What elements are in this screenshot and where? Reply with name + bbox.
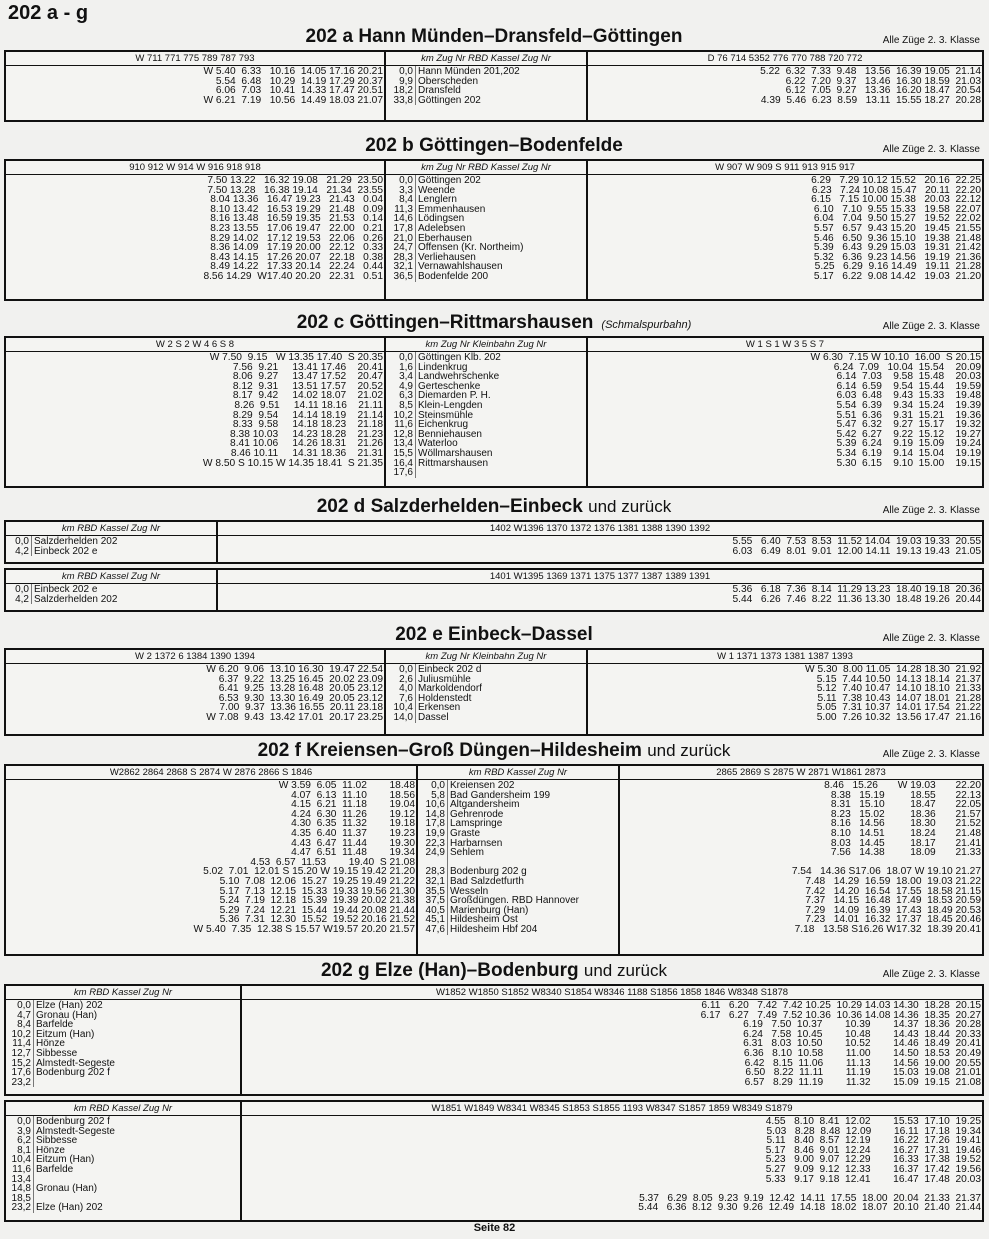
section-202g — [4, 958, 984, 1222]
route-block: km RBD Kassel Zug Nr 0,0 5,8 10,6 14,8 17,8 19,9 22,3 24,9 28,3 32,1 35,5 37,5 40,5 45,1 47,6 Kreiensen 202 Bad Gandersheim 199 Altgandersheim Gehrenrode Lamspringe Graste Harbarnsen Sehlem Bodenburg 202 g Bad Salzdetfurth Wesseln Großdüngen. RBD Hannover Marienburg (Han) Hildesheim Ost Hildesheim Hbf 204 — [418, 766, 620, 954]
timetable-block-outbound: W 711 771 775 789 787 793 W 5.40 6.33 10.16 14.05 17.16 20.21 5.54 6.48 10.29 14.19 17.29 20.37 6.06 7.03 10.41 14.33 17.47 20.51 W 6.21 7.19 10.56 14.49 18.03 21.07 — [6, 52, 386, 120]
section-202e — [4, 622, 984, 736]
timetable-block-down: 1401 W1395 1369 1371 1375 1377 1387 1389 1391 5.36 6.18 7.36 8.14 11.29 13.23 18.40 19.18 20.36 5.44 6.26 7.46 8.22 11.36 13.30 18.48 19.26 20.44 — [218, 570, 982, 610]
timetable-block-return: W 1 S 1 W 3 5 S 7 W 6.30 7.15 W 10.10 16.00 S 20.15 6.24 7.09 10.04 15.54 20.09 6.14 7.03 9.58 15.48 20.03 6.14 6.59 9.54 15.44 19.59 6.03 6.48 9.43 15.33 19.48 5.54 6.39 9.34 15.24 19.39 5.51 6.36 9.31 15.21 19.36 5.47 6.32 9.27 15.17 19.32 5.42 6.27 9.22 15.12 19.27 5.39 6.24 9.19 15.09 19.24 5.34 6.19 9.14 15.04 19.19 5.30 6.15 9.10 15.00 19.15 — [588, 338, 982, 486]
section-title: 202 d Salzderhelden–Einbeck und zurück Alle Züge 2. 3. Klasse — [316, 496, 980, 517]
station-list: Einbeck 202 d Juliusmühle Markoldendorf Holdenstedt Erkensen Dassel — [418, 664, 482, 723]
timetable-block-outbound: W2862 2864 2868 S 2874 W 2876 2866 S 1846 W 3.59 6.05 11.02 18.48 4.07 6.13 11.10 18.56 4.15 6.21 11.18 19.04 4.24 6.30 11.26 19.12 4.30 6.35 11.32 19.18 4.35 6.40 11.37 19.23 4.43 6.47 11.44 19.30 4.47 6.51 11.48 19.34 4.53 6.57 11.53 19.40 S 21.08 5.02 7.01 12.01 S 15.20 W 19.15 19.42 21.20 5.10 7.08 12.06 15.27 19.25 19.49 21.22 5.17 7.13 12.15 15.33 19.33 19.56 21.30 5.24 7.19 12.18 15.39 19.39 20.02 21.38 5.29 7.24 12.21 15.44 19.44 20.08 21.44 5.36 7.31 12.30 15.52 19.52 20.16 21.52 W 5.40 7.35 12.38 S 15.57 W19.57 20.20 21.57 — [6, 766, 418, 954]
section-202c — [4, 310, 984, 488]
section-title: 202 b Göttingen–Bodenfelde Alle Züge 2. 3. Klasse — [365, 135, 980, 156]
timetable-block-return: W 1 1371 1373 1381 1387 1393 W 5.30 8.00 11.05 14.28 18.30 21.92 5.15 7.44 10.50 14.13 18.14 21.37 5.12 7.40 10.47 14.10 18.10 21.33 5.11 7.38 10.43 14.07 18.01 21.28 5.05 7.31 10.37 14.01 17.54 21.22 5.00 7.26 10.32 13.56 17.47 21.16 — [588, 650, 982, 734]
route-block-up: km RBD Kassel Zug Nr 0,0 4,7 8,4 10,2 11,4 12,7 15,2 17,6 23,2 Elze (Han) 202 Gronau (Han) Barfelde Eitzum (Han) Hönze Sibbesse Almstedt-Segeste Bodenburg 202 f — [6, 986, 242, 1094]
section-202b — [4, 133, 984, 301]
page-footer: Seite 82 — [473, 1222, 516, 1234]
section-202f — [4, 738, 984, 956]
station-list: Hann Münden 201,202 Oberscheden Dransfeld Göttingen 202 — [418, 66, 520, 106]
route-block-up: km RBD Kassel Zug Nr 0,0 4,2 Salzderhelden 202 Einbeck 202 e — [6, 522, 218, 562]
section-title: 202 a Hann Münden–Dransfeld–Göttingen Alle Züge 2. 3. Klasse — [305, 26, 980, 47]
section-title: 202 e Einbeck–Dassel Alle Züge 2. 3. Klasse — [395, 624, 980, 645]
station-list: Göttingen 202 Weende Lenglern Emmenhausen Lödingsen Adelebsen Eberhausen Offensen (Kr. Northeim) Verliehausen Vernawahlshausen Bodenfelde 200 — [418, 175, 524, 282]
section-title: 202 g Elze (Han)–Bodenburg und zurück Alle Züge 2. 3. Klasse — [320, 960, 980, 981]
time-column: W 5.40 6.33 10.16 14.05 17.16 20.21 5.54 6.48 10.29 14.19 17.29 20.37 6.06 7.03 10.41 14.33 17.47 20.51 W 6.21 7.19 10.56 14.49 18.03 21.07 — [203, 66, 383, 106]
timetable-block-outbound: W 2 1372 6 1384 1390 1394 W 6.20 9.06 13.10 16.30 19.47 22.54 6.37 9.22 13.25 16.45 20.02 23.09 6.41 9.25 13.28 16.48 20.05 23.12 6.53 9.30 13.30 16.49 20.05 23.12 7.00 9.37 13.36 16.55 20.11 23.18 W 7.08 9.43 13.42 17.01 20.17 23.25 — [6, 650, 386, 734]
timetable-block-up: 1402 W1396 1370 1372 1376 1381 1388 1390 1392 5.55 6.40 7.53 8.53 11.52 14.04 19.03 19.33 20.55 6.03 6.49 8.01 9.01 12.00 14.11 19.13 19.43 21.05 — [218, 522, 982, 562]
route-block: km Zug Nr RBD Kassel Zug Nr 0,0 9,9 18,2 33,8 Hann Münden 201,202 Oberscheden Dransfeld Göttingen 202 — [386, 52, 588, 120]
timetable-block-down: W1851 W1849 W8341 W8345 S1853 S1855 1193 W8347 S1857 1859 W8349 S1879 4.55 8.10 8.41 12.02 15.53 17.10 19.25 5.03 8.28 8.48 12.09 16.11 17.18 19.34 5.11 8.40 8.57 12.19 16.22 17.26 19.41 5.17 8.46 9.01 12.24 16.27 17.31 19.46 5.23 9.00 9.07 12.29 16.33 17.38 19.52 5.27 9.09 9.12 12.33 16.37 17.42 19.56 5.33 9.17 9.18 12.41 16.47 17.48 20.03 5.37 6.29 8.05 9.23 9.19 12.42 14.11 17.55 18.00 20.04 21.33 21.37 5.44 6.36 8.12 9.30 9.26 12.49 14.18 18.02 18.07 20.10 21.40 21.44 — [242, 1102, 982, 1220]
section-title: 202 c Göttingen–Rittmarshausen (Schmalspurbahn) Alle Züge 2. 3. Klasse — [296, 312, 980, 333]
timetable-block-outbound: W 2 S 2 W 4 6 S 8 W 7.50 9.15 W 13.35 17.40 S 20.35 7.56 9.21 13.41 17.46 20.41 8.06 9.27 13.47 17.52 20.47 8.12 9.31 13.51 17.57 20.52 8.17 9.42 14.02 18.07 21.02 8.26 9.51 14.11 18.16 21.11 8.29 9.54 14.14 18.19 21.14 8.33 9.58 14.18 18.23 21.18 8.38 10.03 14.23 18.28 21.23 8.41 10.06 14.26 18.31 21.26 8.46 10.11 14.31 18.36 21.31 W 8.50 S 10.15 W 14.35 18.41 S 21.35 — [6, 338, 386, 486]
timetable-block-outbound: 910 912 W 914 W 916 918 918 7.50 13.22 16.32 19.08 21.29 23.50 7.50 13.28 16.38 19.14 21.34 23.55 8.04 13.36 16.47 19.23 21.43 0.04 8.10 13.42 16.53 19.29 21.48 0.09 8.16 13.48 16.59 19.35 21.53 0.14 8.23 13.55 17.06 19.47 22.00 0.21 8.29 14.02 17.12 19.53 22.06 0.26 8.36 14.09 17.19 20.00 22.12 0.33 8.43 14.15 17.26 20.07 22.18 0.38 8.49 14.22 17.33 20.14 22.24 0.44 8.56 14.29 W17.40 20.20 22.31 0.51 — [6, 161, 386, 299]
route-block-down: km RBD Kassel Zug Nr 0,0 3,9 6,2 8,1 10,4 11,6 13,4 14,8 18,5 23,2 Bodenburg 202 f Almstedt-Segeste Sibbesse Hönze Eitzum (Han) Barfelde Gronau (Han) Elze (Han) 202 — [6, 1102, 242, 1220]
route-block: km Zug Nr Kleinbahn Zug Nr 0,0 1,6 3,4 4,9 6,3 8,5 10,2 11,6 12,8 13,4 15,5 16,4 17,6 Göttingen Klb. 202 Lindenkrug Landwehrschenke Gerteschenke Diemarden P. H. Klein-Lengden Steinsmühle Eichenkrug Benniehausen Waterloo Wöllmarshausen Rittmarshausen — [386, 338, 588, 486]
route-block: km Zug Nr RBD Kassel Zug Nr 0,0 3,3 8,4 11,3 14,6 17,8 21,0 24,7 28,3 32,1 36,5 Göttingen 202 Weende Lenglern Emmenhausen Lödingsen Adelebsen Eberhausen Offensen (Kr. Northeim) Verliehausen Vernawahlshausen Bodenfelde 200 — [386, 161, 588, 299]
route-block-down: km RBD Kassel Zug Nr 0,0 4,2 Einbeck 202 e Salzderhelden 202 — [6, 570, 218, 610]
station-list: Kreiensen 202 Bad Gandersheim 199 Altgandersheim Gehrenrode Lamspringe Graste Harbarnsen Sehlem Bodenburg 202 g Bad Salzdetfurth Wesseln Großdüngen. RBD Hannover Marienburg (Han) Hildesheim Ost Hildesheim Hbf 204 — [450, 780, 579, 935]
time-column: 5.22 6.32 7.33 9.48 13.56 16.39 19.05 21.14 6.22 7.20 9.37 13.46 16.30 18.59 21.03 6.12 7.05 9.27 13.36 16.20 18.47 20.54 4.39 5.46 6.23 8.59 13.11 15.55 18.27 20.28 — [760, 66, 981, 106]
timetable-block-return: D 76 714 5352 776 770 788 720 772 5.22 6.32 7.33 9.48 13.56 16.39 19.05 21.14 6.22 7.20 9.37 13.46 16.30 18.59 21.03 6.12 7.05 9.27 13.36 16.20 18.47 20.54 4.39 5.46 6.23 8.59 13.11 15.55 18.27 20.28 — [588, 52, 982, 120]
section-202d — [4, 494, 984, 612]
page-header: 202 a - g — [8, 2, 89, 24]
station-list: Göttingen Klb. 202 Lindenkrug Landwehrschenke Gerteschenke Diemarden P. H. Klein-Lengden Steinsmühle Eichenkrug Benniehausen Waterloo Wöllmarshausen Rittmarshausen — [418, 352, 501, 469]
timetable-block-return: W 907 W 909 S 911 913 915 917 6.29 7.29 10.12 15.52 20.16 22.25 6.23 7.24 10.08 15.47 20.11 22.20 6.15 7.15 10.00 15.38 20.03 22.12 6.10 7.10 9.55 15.33 19.58 22.07 6.04 7.04 9.50 15.27 19.52 22.02 5.57 6.57 9.43 15.20 19.45 21.55 5.46 6.50 9.36 15.10 19.38 21.48 5.39 6.43 9.29 15.03 19.31 21.42 5.32 6.36 9.23 14.56 19.19 21.36 5.25 6.29 9.16 14.49 19.11 21.28 5.17 6.22 9.08 14.42 19.03 21.20 — [588, 161, 982, 299]
timetable-block-up: W1852 W1850 S1852 W8340 S1854 W8346 1188 S1856 1858 1846 W8348 S1878 6.11 6.20 7.42 7.42 10.25 10.29 14.03 14.30 18.28 20.15 6.17 6.27 7.49 7.52 10.36 10.36 14.08 14.36 18.35 20.27 6.19 7.50 10.37 10.39 14.37 18.36 20.28 6.24 7.58 10.45 10.48 14.43 18.44 20.33 6.31 8.03 10.50 10.52 14.46 18.49 20.41 6.36 8.10 10.58 11.00 14.50 18.53 20.49 6.42 8.15 11.06 11.13 14.56 19.00 20.55 6.50 8.22 11.11 11.19 15.03 19.08 21.01 6.57 8.29 11.19 11.32 15.09 19.15 21.08 — [242, 986, 982, 1094]
route-block: km Zug Nr Kleinbahn Zug Nr 0,0 2,6 4,0 7,6 10,4 14,0 Einbeck 202 d Juliusmühle Markoldendorf Holdenstedt Erkensen Dassel — [386, 650, 588, 734]
section-title: 202 f Kreiensen–Groß Düngen–Hildesheim und zurück Alle Züge 2. 3. Klasse — [257, 740, 980, 761]
section-202a — [4, 24, 984, 122]
timetable-block-return: 2865 2869 S 2875 W 2871 W1861 2873 8.46 15.26 W 19.03 22.20 8.38 15.19 18.55 22.13 8.31 15.10 18.47 22.05 8.23 15.02 18.36 21.57 8.16 14.56 18.30 21.52 8.10 14.51 18.24 21.48 8.03 14.45 18.17 21.41 7.56 14.38 18.09 21.33 7.54 14.36 S17.06 18.07 W 19.10 21.27 7.48 14.29 16.59 18.00 19.03 21.22 7.42 14.20 16.54 17.55 18.58 21.15 7.37 14.15 16.48 17.49 18.53 20.59 7.29 14.09 16.39 17.43 18.49 20.53 7.23 14.01 16.32 17.37 18.45 20.46 7.18 13.58 S16.26 W17.32 18.39 20.41 — [620, 766, 982, 954]
